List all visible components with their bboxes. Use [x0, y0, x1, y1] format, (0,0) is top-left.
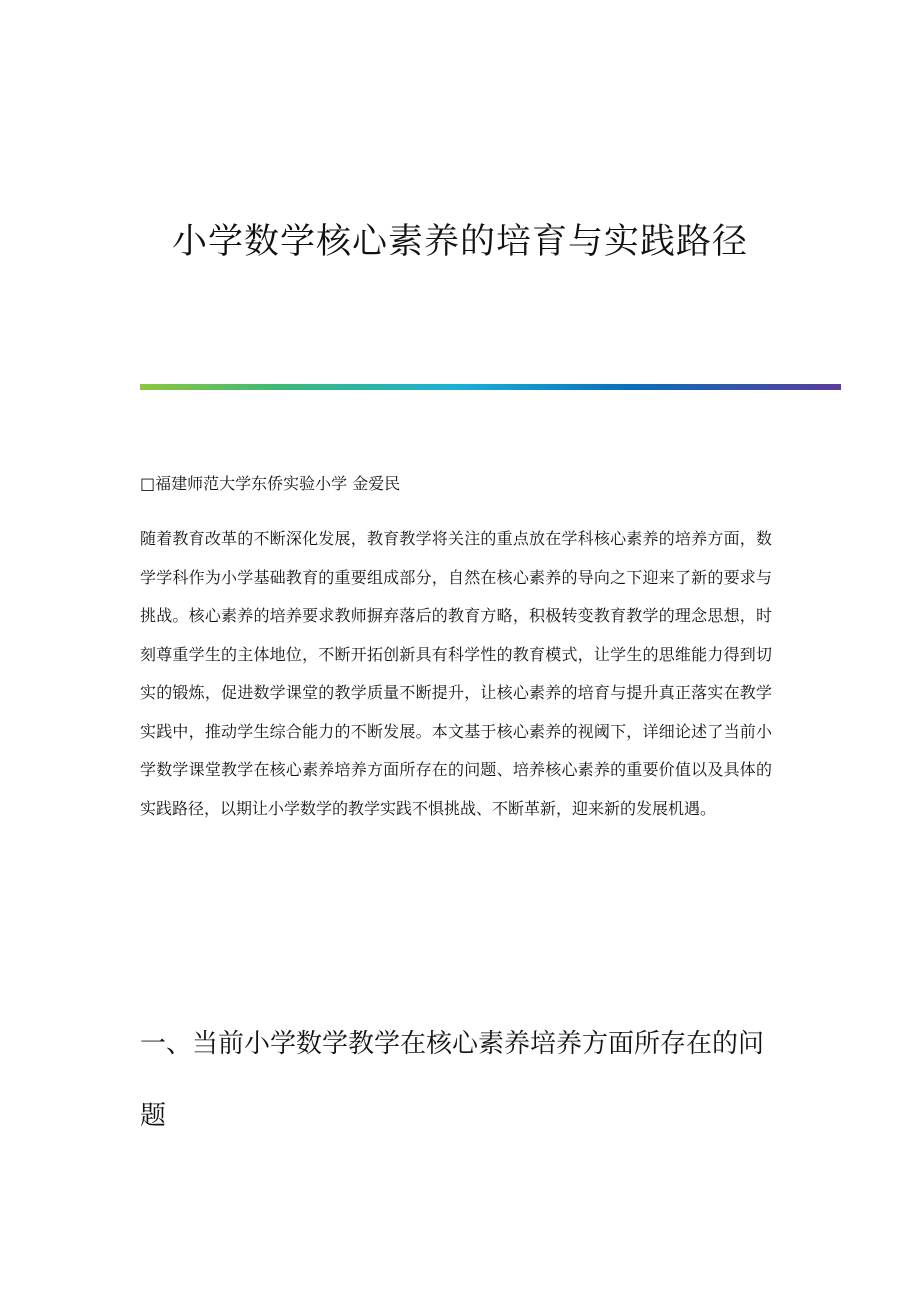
author-line: □福建师范大学东侨实验小学 金爱民: [140, 474, 401, 493]
gradient-divider: [140, 384, 841, 390]
abstract-paragraph: 随着教育改革的不断深化发展，教育教学将关注的重点放在学科核心素养的培养方面，数学学科作为小学基础教育的重要组成部分，自然在核心素养的导向之下迎来了新的要求与挑战。核心素养的培养要求教师摒弃落后的教育方略，积极转变教育教学的理念思想，时刻尊重学生的主体地位，不断开拓创新具有科学性的教育模式，让学生的思维能力得到切实的锻炼，促进数学课堂的教学质量不断提升，让核心素养的培育与提升真正落实在教学实践中，推动学生综合能力的不断发展。本文基于核心素养的视阈下，详细论述了当前小学数学课堂教学在核心素养培养方面所存在的问题、培养核心素养的重要价值以及具体的实践路径，以期让小学数学的教学实践不惧挑战、不断革新，迎来新的发展机遇。: [140, 529, 772, 818]
document-title: 小学数学核心素养的培育与实践路径: [171, 222, 748, 262]
section-heading: 一、当前小学数学教学在核心素养培养方面所存在的问题: [140, 1029, 765, 1131]
